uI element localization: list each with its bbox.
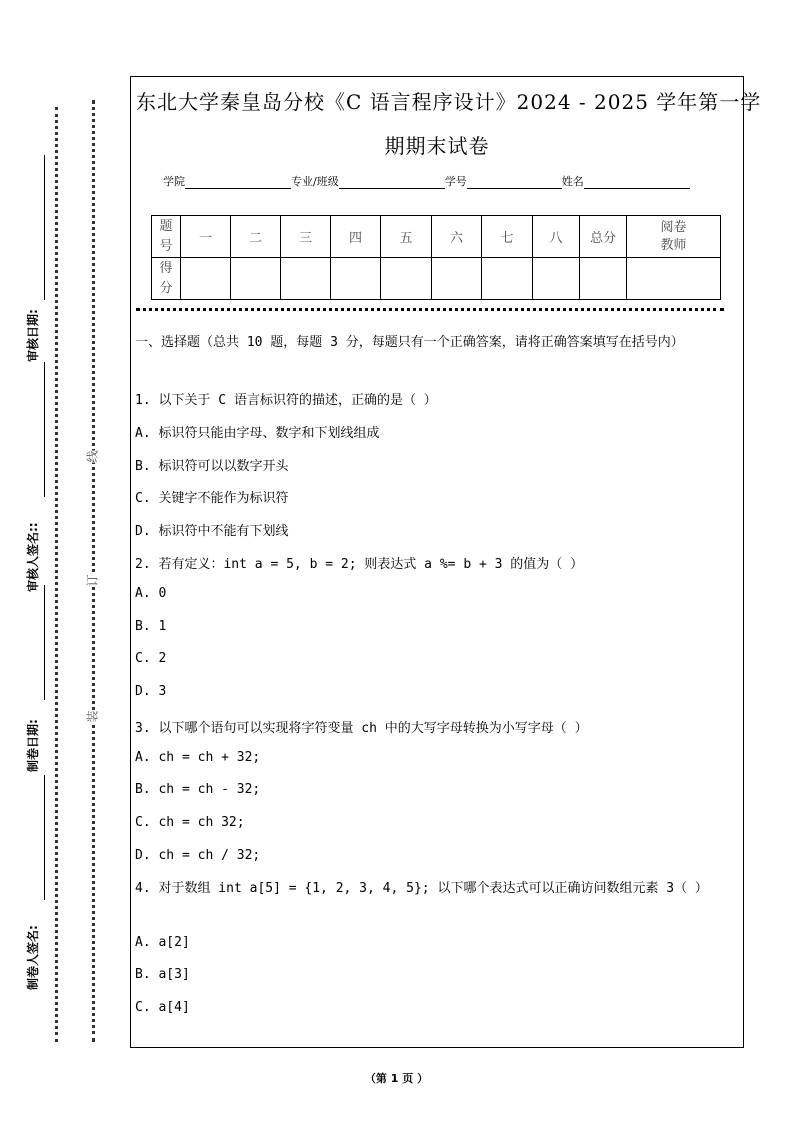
student-id-label: 学号 <box>444 175 467 188</box>
exam-title-line1: 东北大学秦皇岛分校《C 语言程序设计》2024 - 2025 学年第一学 <box>136 90 762 114</box>
question-1-option-a: A. 标识符只能由字母、数字和下划线组成 <box>135 426 380 441</box>
col-6: 六 <box>432 216 482 258</box>
question-3-option-d: D. ch = ch / 32; <box>135 848 261 863</box>
score-cell-1[interactable] <box>181 258 231 300</box>
score-cell-2[interactable] <box>231 258 281 300</box>
maker-signature-line <box>44 775 45 900</box>
student-info-row <box>163 173 690 189</box>
binding-char-line: 线 <box>85 450 100 463</box>
question-1-option-c: C. 关键字不能作为标识符 <box>135 491 289 506</box>
score-cell-grader[interactable] <box>627 258 721 300</box>
question-1-stem: 1. 以下关于 C 语言标识符的描述，正确的是（ ） <box>135 393 437 408</box>
name-label: 姓名 <box>561 175 584 188</box>
name-field[interactable] <box>584 175 690 189</box>
col-1: 一 <box>181 216 231 258</box>
page-number: （第 1 页 ） <box>364 1072 429 1085</box>
question-2-option-a: A. 0 <box>135 586 167 601</box>
col-3: 三 <box>281 216 331 258</box>
col-2: 二 <box>231 216 281 258</box>
score-table-score-row <box>152 258 721 300</box>
binding-char-install: 装 <box>85 710 100 723</box>
review-date-line <box>44 155 45 300</box>
score-table-header-row <box>152 216 721 258</box>
score-cell-8[interactable] <box>533 258 580 300</box>
dotted-separator <box>136 308 724 311</box>
col-5: 五 <box>381 216 432 258</box>
score-cell-7[interactable] <box>482 258 533 300</box>
binding-dotted-line-inner <box>55 107 58 1042</box>
score-cell-4[interactable] <box>331 258 381 300</box>
question-3-stem: 3. 以下哪个语句可以实现将字符变量 ch 中的大写字母转换为小写字母（ ） <box>135 721 588 736</box>
col-7: 七 <box>482 216 533 258</box>
score-cell-total[interactable] <box>580 258 627 300</box>
maker-signature-label: 制卷人签名: <box>26 925 40 990</box>
binding-dotted-line-outer <box>92 100 95 1042</box>
major-class-label: 专业/班级 <box>291 175 339 188</box>
question-1-option-b: B. 标识符可以以数字开头 <box>135 459 289 474</box>
question-4-option-c: C. a[4] <box>135 1000 190 1015</box>
question-3-option-a: A. ch = ch + 32; <box>135 750 261 765</box>
question-2-option-b: B. 1 <box>135 619 167 634</box>
col-4: 四 <box>331 216 381 258</box>
reviewer-signature-label: 审核人签名:: <box>26 522 40 592</box>
score-header: 得分 <box>152 258 181 300</box>
major-class-field[interactable] <box>339 175 445 189</box>
col-8: 八 <box>533 216 580 258</box>
college-label: 学院 <box>163 175 185 188</box>
question-3-option-b: B. ch = ch - 32; <box>135 782 261 797</box>
question-2-option-d: D. 3 <box>135 684 167 699</box>
score-cell-3[interactable] <box>281 258 331 300</box>
binding-char-bind: 订 <box>85 574 100 587</box>
question-number-header: 题号 <box>152 216 181 258</box>
col-grader: 阅卷教师 <box>627 216 721 258</box>
col-total: 总分 <box>580 216 627 258</box>
exam-title-line2: 期期末试卷 <box>384 134 490 158</box>
question-4-stem: 4. 对于数组 int a[5] = {1, 2, 3, 4, 5}; 以下哪个表达式可以正确访问数组元素 3（ ） <box>135 881 708 896</box>
score-table <box>151 215 721 300</box>
section-heading: 一、选择题（总共 10 题，每题 3 分，每题只有一个正确答案，请将正确答案填写在括号内） <box>135 335 684 350</box>
question-2-stem: 2. 若有定义：int a = 5, b = 2; 则表达式 a %= b + 3 的值为（ ） <box>135 557 584 572</box>
question-4-option-b: B. a[3] <box>135 967 190 982</box>
question-2-option-c: C. 2 <box>135 651 167 666</box>
question-3-option-c: C. ch = ch 32; <box>135 815 245 830</box>
college-field[interactable] <box>185 175 291 189</box>
score-cell-6[interactable] <box>432 258 482 300</box>
maker-date-label: 制卷日期: <box>26 719 40 772</box>
student-id-field[interactable] <box>467 175 562 189</box>
question-1-option-d: D. 标识符中不能有下划线 <box>135 524 289 539</box>
reviewer-signature-line <box>44 362 45 497</box>
question-4-option-a: A. a[2] <box>135 935 190 950</box>
review-date-label: 审核日期: <box>26 309 40 362</box>
score-cell-5[interactable] <box>381 258 432 300</box>
